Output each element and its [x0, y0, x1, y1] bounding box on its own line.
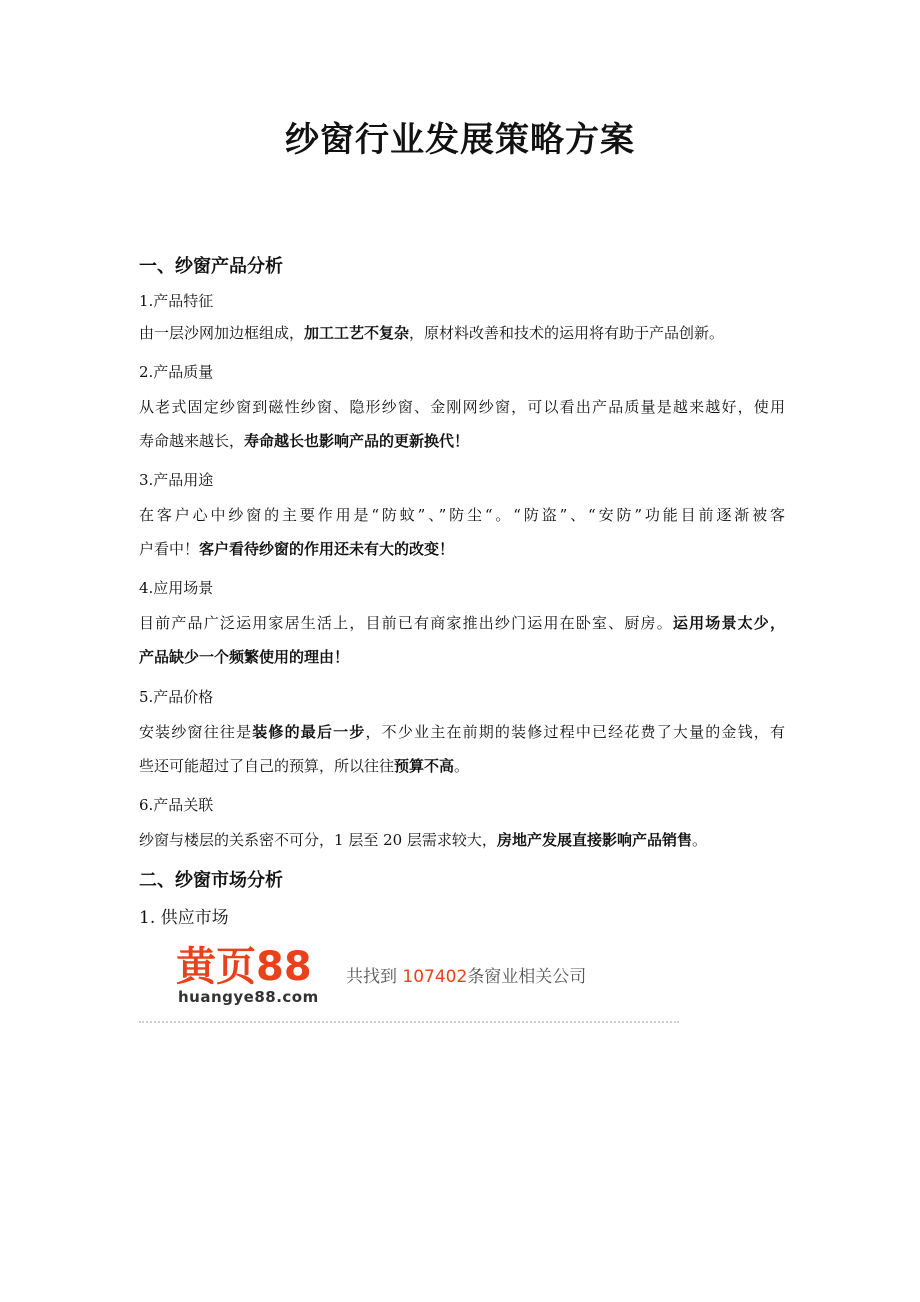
item-paragraph [139, 316, 785, 350]
item-label: 2.产品质量 [139, 363, 214, 381]
item-label: 1.产品特征 [139, 292, 214, 310]
paragraph-line [139, 498, 785, 532]
item-paragraph [139, 390, 785, 458]
body-text: 目前产品广泛运用家居生活上，目前已有商家推出纱门运用在卧室、厨房。 [139, 614, 673, 632]
paragraph-line [139, 606, 785, 640]
huangye88-banner [176, 944, 636, 1010]
item-label: 5.产品价格 [139, 688, 214, 706]
paragraph-line [139, 749, 785, 783]
emphasis-text: 寿命越长也影响产品的更新换代！ [244, 432, 470, 450]
body-text: 。 [691, 831, 707, 849]
item-paragraph [139, 823, 785, 857]
paragraph-line [139, 640, 785, 674]
paragraph-line [139, 316, 785, 350]
banner-text-prefix: 共找到 [346, 967, 403, 987]
banner-text-suffix: 条窗业相关公司 [467, 967, 587, 987]
paragraph-line [139, 715, 785, 749]
banner-result-text [346, 962, 586, 987]
huangye88-logo-domain: huangye88.com [178, 988, 319, 1006]
emphasis-text: 客户看待纱窗的作用还未有大的改变！ [199, 540, 455, 558]
paragraph-line [139, 390, 785, 424]
emphasis-text: 装修的最后一步 [252, 723, 366, 741]
item-label-supply-market: 1. 供应市场 [139, 908, 229, 928]
page-title: 纱窗行业发展策略方案 [285, 120, 635, 160]
item-label: 6.产品关联 [139, 796, 214, 814]
emphasis-text: 产品缺少一个频繁使用的理由！ [139, 648, 350, 666]
item-paragraph [139, 498, 785, 566]
body-text: 从老式固定纱窗到磁性纱窗、隐形纱窗、金刚网纱窗，可以看出产品质量是越来越好，使用 [139, 398, 785, 416]
section-heading-market-analysis: 二、纱窗市场分析 [139, 870, 283, 891]
item-paragraph [139, 715, 785, 783]
body-text: 寿命越来越长， [139, 432, 245, 450]
body-text: 。 [454, 757, 470, 775]
paragraph-line [139, 532, 785, 566]
paragraph-line [139, 823, 785, 857]
item-label: 3.产品用途 [139, 471, 214, 489]
emphasis-text: 加工工艺不复杂 [304, 324, 410, 342]
item-label: 4.应用场景 [139, 579, 214, 597]
dotted-divider [139, 1021, 679, 1023]
body-text: 些还可能超过了自己的预算，所以往往 [139, 757, 395, 775]
emphasis-text: 运用场景太少， [672, 614, 785, 632]
banner-result-count: 107402 [402, 967, 468, 987]
body-text: 由一层沙网加边框组成， [139, 324, 305, 342]
body-text: ，原材料改善和技术的运用将有助于产品创新。 [409, 324, 725, 342]
item-paragraph [139, 606, 785, 674]
body-text: ，不少业主在前期的装修过程中已经花费了大量的金钱，有 [365, 723, 785, 741]
body-text: 户看中！ [139, 540, 200, 558]
body-text: 在客户心中纱窗的主要作用是“防蚊”、”防尘“。“防盗”、“安防”功能目前逐渐被客 [139, 506, 785, 524]
body-text: 纱窗与楼层的关系密不可分，1 层至 20 层需求较大， [139, 831, 497, 849]
body-text: 安装纱窗往往是 [139, 723, 253, 741]
emphasis-text: 预算不高 [394, 757, 455, 775]
huangye88-logo: 黄页88 [176, 944, 312, 990]
section-heading-product-analysis: 一、纱窗产品分析 [139, 256, 283, 277]
emphasis-text: 房地产发展直接影响产品销售 [496, 831, 692, 849]
paragraph-line [139, 424, 785, 458]
